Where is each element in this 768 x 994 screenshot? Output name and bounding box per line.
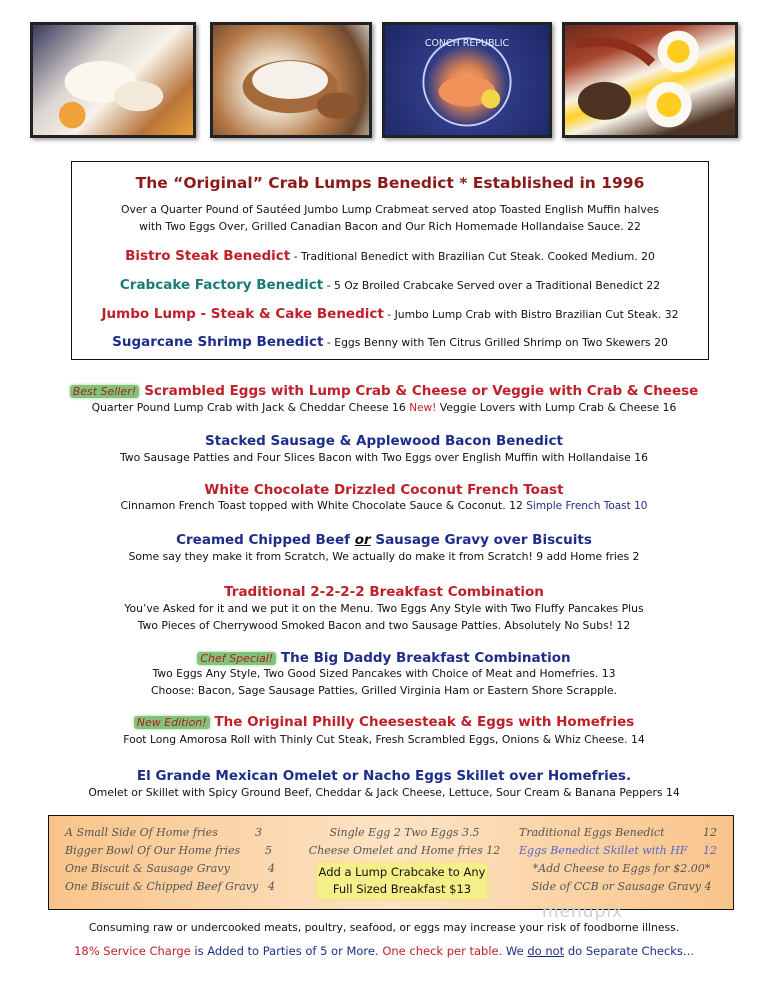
original-crab-benedict-desc-1: Over a Quarter Pound of Sautéed Jumbo Lump Crabmeat served atop Toasted English Muffin halves [121, 203, 659, 216]
side-item: Bigger Bowl Of Our Home fries 5 [65, 844, 272, 857]
scrambled-eggs-title [0, 380, 768, 399]
side-item: Traditional Eggs Benedict 12 [519, 826, 717, 839]
eggs-bacon-photo [562, 22, 738, 138]
philly-title [0, 711, 768, 730]
chipped-beef-desc: Some say they make it from Scratch, We actually do make it from Scratch! 9 add Home fries 2 [128, 550, 640, 563]
crabcake-addon-highlight [317, 863, 487, 899]
item-name: Jumbo Lump - Steak & Cake Benedict [101, 306, 384, 322]
simple-french-toast: Simple French Toast 10 [526, 500, 648, 512]
side-item: One Biscuit & Sausage Gravy 4 [65, 862, 275, 875]
sides-box [48, 815, 734, 910]
item-desc: Cinnamon French Toast topped with White Chocolate Sauce & Coconut. 12 [120, 499, 527, 512]
we-text: We [502, 944, 528, 958]
traditional-combo-title [0, 581, 768, 600]
big-daddy-desc-2: Choose: Bacon, Sage Sausage Patties, Grilled Virginia Ham or Eastern Shore Scrapple. [150, 684, 618, 697]
shrimp-photo [382, 22, 552, 138]
food-safety-warning: Consuming raw or undercooked meats, poultry, seafood, or eggs may increase your risk of foodborne illness. [88, 921, 680, 934]
photo-strip [30, 22, 740, 140]
sides-column-2 [297, 824, 512, 860]
side-item: A Small Side Of Home fries 3 [65, 826, 262, 839]
best-seller-badge: Best Seller! [70, 385, 139, 398]
highlight-line-1: Add a Lump Crabcake to Any [318, 865, 486, 879]
item-name: Crabcake Factory Benedict [119, 277, 324, 293]
or-word: or [354, 532, 371, 548]
item-name: The Original Philly Cheesesteak & Eggs with Homefries [209, 714, 635, 730]
sugarcane-shrimp-benedict [72, 331, 708, 350]
item-name: Scrambled Eggs with Lump Crab & Cheese or Veggie with Crab & Cheese [144, 383, 699, 399]
one-check-text: One check per table. [382, 944, 503, 958]
watermark: menupix [542, 902, 624, 922]
item-name: The Big Daddy Breakfast Combination [276, 650, 571, 666]
new-edition-badge: New Edition! [134, 716, 210, 729]
side-item: Cheese Omelet and Home fries 12 [308, 844, 501, 857]
crabcake-factory-benedict [72, 274, 708, 293]
item-desc: - 5 Oz Broiled Crabcake Served over a Traditional Benedict 22 [323, 279, 661, 292]
item-name: Creamed Chipped Beef [176, 532, 355, 548]
benedict-box [71, 161, 709, 360]
mexican-omelet-desc: Omelet or Skillet with Spicy Ground Beef, Cheddar & Jack Cheese, Lettuce, Sour Cream & Banana Peppers 14 [88, 786, 680, 799]
svg-text:CONCH REPUBLIC: CONCH REPUBLIC [424, 37, 510, 49]
is-added-text: is Added to Parties of 5 or More. [190, 944, 383, 958]
side-item: Eggs Benedict Skillet with HF 12 [519, 844, 717, 857]
traditional-combo-desc-1: You’ve Asked for it and we put it on the Menu. Two Eggs Any Style with Two Fluffy Pancakes Plus [124, 602, 644, 615]
stacked-benedict-title [0, 430, 768, 449]
side-item: One Biscuit & Chipped Beef Gravy 4 [65, 880, 275, 893]
item-name-2: Sausage Gravy over Biscuits [370, 532, 592, 548]
item-desc: - Eggs Benny with Ten Citrus Grilled Shrimp on Two Skewers 20 [323, 336, 668, 349]
new-badge: New! [409, 402, 437, 414]
side-item: Side of CCB or Sausage Gravy 4 [531, 880, 712, 893]
scrambled-eggs-desc [0, 401, 768, 414]
french-toast-title [0, 479, 768, 498]
side-item: Single Egg 2 Two Eggs 3.5 [329, 826, 480, 839]
item-name: Traditional 2-2-2-2 Breakfast Combination [224, 584, 544, 600]
item-name: Stacked Sausage & Applewood Bacon Benedict [205, 433, 563, 449]
item-desc: Quarter Pound Lump Crab with Jack & Cheddar Cheese 16 [91, 401, 410, 414]
item-name: White Chocolate Drizzled Coconut French Toast [204, 482, 564, 498]
side-item: *Add Cheese to Eggs for $2.00* [532, 862, 711, 875]
chef-special-badge: Chef Special! [197, 652, 276, 665]
original-crab-benedict-title: The “Original” Crab Lumps Benedict * Established in 1996 [135, 174, 645, 192]
item-name: Bistro Steak Benedict [125, 248, 291, 264]
sides-column-3 [519, 824, 724, 896]
sides-column-1 [65, 824, 275, 896]
traditional-combo-desc-2: Two Pieces of Cherrywood Smoked Bacon and two Sausage Patties. Absolutely No Subs! 12 [137, 619, 631, 632]
bistro-steak-benedict [72, 245, 708, 264]
item-desc: - Traditional Benedict with Brazilian Cut Steak. Cooked Medium. 20 [290, 250, 655, 263]
original-crab-benedict-desc-2: with Two Eggs Over, Grilled Canadian Bacon and Our Rich Homemade Hollandaise Sauce. 22 [139, 220, 641, 233]
service-charge-notice [0, 944, 768, 958]
chipped-beef-title [0, 529, 768, 548]
french-toast-photo [210, 22, 372, 138]
item-desc: - Jumbo Lump Crab with Bistro Brazilian Cut Steak. 32 [383, 308, 679, 321]
mexican-omelet-title [0, 765, 768, 784]
jumbo-lump-steak-cake-benedict [72, 303, 708, 322]
item-name: El Grande Mexican Omelet or Nacho Eggs Skillet over Homefries. [136, 768, 632, 784]
french-toast-desc [0, 499, 768, 512]
crab-benedict-photo [30, 22, 196, 138]
big-daddy-desc-1: Two Eggs Any Style, Two Good Sized Pancakes with Choice of Meat and Homefries. 13 [152, 667, 616, 680]
philly-desc: Foot Long Amorosa Roll with Thinly Cut Steak, Fresh Scrambled Eggs, Onions & Whiz Cheese. 14 [123, 733, 645, 746]
highlight-line-2: Full Sized Breakfast $13 [332, 882, 472, 896]
do-not-text: do not [527, 944, 565, 958]
stacked-benedict-desc: Two Sausage Patties and Four Slices Bacon with Two Eggs over English Muffin with Hollandaise 16 [119, 451, 648, 464]
separate-checks-text: do Separate Checks... [564, 944, 694, 958]
item-name: Sugarcane Shrimp Benedict [112, 334, 324, 350]
item-desc-2: Veggie Lovers with Lump Crab & Cheese 16 [436, 401, 677, 414]
service-charge: 18% Service Charge [74, 944, 191, 958]
big-daddy-title [0, 647, 768, 666]
